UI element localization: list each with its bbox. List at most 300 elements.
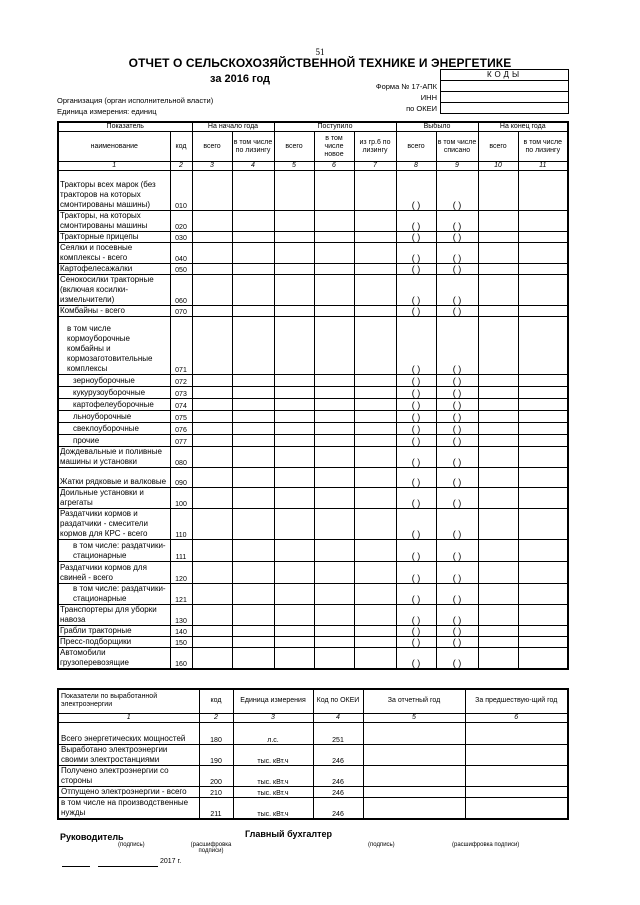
value-cell[interactable] bbox=[478, 626, 518, 637]
value-cell[interactable] bbox=[314, 584, 354, 605]
value-cell[interactable] bbox=[396, 562, 436, 584]
value-cell[interactable] bbox=[518, 488, 568, 509]
value-cell[interactable] bbox=[192, 488, 232, 509]
value-cell[interactable] bbox=[465, 744, 568, 765]
t2-h-unit: Единица измерения bbox=[233, 689, 313, 713]
value-cell[interactable] bbox=[314, 306, 354, 317]
paren-bracket: ( ) bbox=[452, 424, 462, 434]
value-cell[interactable] bbox=[314, 562, 354, 584]
value-cell[interactable] bbox=[518, 468, 568, 488]
value-cell[interactable] bbox=[354, 411, 396, 423]
value-cell[interactable] bbox=[232, 584, 274, 605]
value-cell[interactable] bbox=[274, 447, 314, 468]
value-cell[interactable] bbox=[478, 411, 518, 423]
value-cell[interactable] bbox=[396, 626, 436, 637]
value-cell[interactable] bbox=[396, 423, 436, 435]
value-cell[interactable] bbox=[314, 411, 354, 423]
value-cell[interactable] bbox=[314, 637, 354, 648]
value-cell[interactable] bbox=[192, 509, 232, 540]
value-cell[interactable] bbox=[192, 387, 232, 399]
value-cell[interactable] bbox=[354, 243, 396, 264]
value-cell[interactable] bbox=[363, 722, 465, 744]
value-cell[interactable] bbox=[354, 306, 396, 317]
value-cell[interactable] bbox=[396, 584, 436, 605]
value-cell[interactable] bbox=[354, 399, 396, 411]
value-cell[interactable] bbox=[192, 232, 232, 243]
value-cell[interactable] bbox=[314, 435, 354, 447]
page-number: 51 bbox=[315, 47, 325, 57]
value-cell[interactable] bbox=[314, 488, 354, 509]
value-cell[interactable] bbox=[396, 171, 436, 211]
value-cell[interactable] bbox=[518, 375, 568, 387]
value-cell[interactable] bbox=[478, 562, 518, 584]
value-cell[interactable] bbox=[436, 540, 478, 562]
value-cell[interactable] bbox=[192, 626, 232, 637]
row-name: Раздатчики кормов для свиней - всего bbox=[58, 562, 170, 584]
value-cell[interactable] bbox=[314, 387, 354, 399]
value-cell[interactable] bbox=[314, 447, 354, 468]
row-code: 110 bbox=[170, 509, 192, 540]
value-cell[interactable] bbox=[518, 411, 568, 423]
value-cell[interactable] bbox=[436, 637, 478, 648]
value-cell[interactable] bbox=[354, 447, 396, 468]
value-cell[interactable] bbox=[396, 317, 436, 375]
value-cell[interactable] bbox=[478, 423, 518, 435]
value-cell[interactable] bbox=[478, 317, 518, 375]
value-cell[interactable] bbox=[436, 468, 478, 488]
table-row bbox=[58, 468, 568, 488]
value-cell[interactable] bbox=[436, 423, 478, 435]
value-cell[interactable] bbox=[478, 275, 518, 306]
value-cell[interactable] bbox=[192, 243, 232, 264]
value-cell[interactable] bbox=[232, 399, 274, 411]
value-cell[interactable] bbox=[518, 387, 568, 399]
value-cell[interactable] bbox=[354, 317, 396, 375]
paren-bracket: ( ) bbox=[411, 573, 421, 583]
paren-bracket: ( ) bbox=[452, 306, 462, 316]
value-cell[interactable] bbox=[192, 317, 232, 375]
value-cell[interactable] bbox=[232, 264, 274, 275]
value-cell[interactable] bbox=[314, 375, 354, 387]
row-name: Получено электроэнергии со стороны bbox=[58, 765, 199, 786]
value-cell[interactable] bbox=[354, 232, 396, 243]
value-cell[interactable] bbox=[465, 797, 568, 819]
head-sign-caption: (подпись) bbox=[118, 842, 145, 848]
value-cell[interactable] bbox=[232, 605, 274, 626]
codes-header: КОДЫ bbox=[441, 70, 568, 81]
value-cell[interactable] bbox=[478, 648, 518, 670]
value-cell[interactable] bbox=[354, 637, 396, 648]
value-cell[interactable] bbox=[518, 264, 568, 275]
machinery-table bbox=[57, 121, 569, 670]
value-cell[interactable] bbox=[274, 264, 314, 275]
row-name: Сеялки и посевные комплексы - всего bbox=[58, 243, 170, 264]
value-cell[interactable] bbox=[232, 171, 274, 211]
row-okei: 251 bbox=[313, 722, 363, 744]
value-cell[interactable] bbox=[232, 447, 274, 468]
value-cell[interactable] bbox=[396, 211, 436, 232]
value-cell[interactable] bbox=[518, 637, 568, 648]
value-cell[interactable] bbox=[314, 399, 354, 411]
value-cell[interactable] bbox=[192, 211, 232, 232]
t2-colnum: 6 bbox=[465, 713, 568, 722]
value-cell[interactable] bbox=[192, 562, 232, 584]
value-cell[interactable] bbox=[518, 447, 568, 468]
table-row bbox=[58, 399, 568, 411]
value-cell[interactable] bbox=[354, 264, 396, 275]
table-row bbox=[58, 797, 568, 819]
value-cell[interactable] bbox=[314, 540, 354, 562]
value-cell[interactable] bbox=[478, 447, 518, 468]
value-cell[interactable] bbox=[354, 540, 396, 562]
value-cell[interactable] bbox=[436, 584, 478, 605]
unit-label: Единица измерения: единиц bbox=[57, 107, 157, 116]
value-cell[interactable] bbox=[478, 540, 518, 562]
paren-bracket: ( ) bbox=[411, 457, 421, 467]
value-cell[interactable] bbox=[478, 243, 518, 264]
value-cell[interactable] bbox=[396, 468, 436, 488]
value-cell[interactable] bbox=[192, 264, 232, 275]
value-cell[interactable] bbox=[232, 306, 274, 317]
row-unit: л.с. bbox=[233, 722, 313, 744]
value-cell[interactable] bbox=[478, 306, 518, 317]
value-cell[interactable] bbox=[274, 488, 314, 509]
value-cell[interactable] bbox=[274, 509, 314, 540]
value-cell[interactable] bbox=[232, 626, 274, 637]
value-cell[interactable] bbox=[232, 317, 274, 375]
value-cell[interactable] bbox=[314, 626, 354, 637]
value-cell[interactable] bbox=[232, 435, 274, 447]
value-cell[interactable] bbox=[192, 375, 232, 387]
value-cell[interactable] bbox=[274, 423, 314, 435]
value-cell[interactable] bbox=[232, 387, 274, 399]
h-total-end: всего bbox=[478, 132, 518, 162]
value-cell[interactable] bbox=[396, 605, 436, 626]
value-cell[interactable] bbox=[396, 387, 436, 399]
value-cell[interactable] bbox=[396, 375, 436, 387]
value-cell[interactable] bbox=[436, 435, 478, 447]
value-cell[interactable] bbox=[314, 211, 354, 232]
value-cell[interactable] bbox=[478, 605, 518, 626]
value-cell[interactable] bbox=[478, 264, 518, 275]
value-cell[interactable] bbox=[478, 637, 518, 648]
value-cell[interactable] bbox=[436, 509, 478, 540]
value-cell[interactable] bbox=[478, 488, 518, 509]
table-row bbox=[58, 375, 568, 387]
value-cell[interactable] bbox=[436, 243, 478, 264]
value-cell[interactable] bbox=[192, 447, 232, 468]
value-cell[interactable] bbox=[396, 435, 436, 447]
value-cell[interactable] bbox=[478, 399, 518, 411]
value-cell[interactable] bbox=[354, 468, 396, 488]
paren-bracket: ( ) bbox=[452, 457, 462, 467]
value-cell[interactable] bbox=[363, 765, 465, 786]
table-row bbox=[58, 435, 568, 447]
value-cell[interactable] bbox=[192, 637, 232, 648]
value-cell[interactable] bbox=[396, 447, 436, 468]
value-cell[interactable] bbox=[436, 387, 478, 399]
table-row bbox=[58, 211, 568, 232]
row-code: 100 bbox=[170, 488, 192, 509]
row-code: 150 bbox=[170, 637, 192, 648]
value-cell[interactable] bbox=[436, 264, 478, 275]
paren-bracket: ( ) bbox=[452, 594, 462, 604]
value-cell[interactable] bbox=[314, 648, 354, 670]
value-cell[interactable] bbox=[314, 468, 354, 488]
value-cell[interactable] bbox=[274, 275, 314, 306]
value-cell[interactable] bbox=[232, 211, 274, 232]
value-cell[interactable] bbox=[478, 211, 518, 232]
value-cell[interactable] bbox=[518, 584, 568, 605]
value-cell[interactable] bbox=[232, 509, 274, 540]
inn-code-cell[interactable] bbox=[441, 92, 568, 103]
value-cell[interactable] bbox=[274, 605, 314, 626]
table-row bbox=[58, 243, 568, 264]
value-cell[interactable] bbox=[314, 317, 354, 375]
h-name: наименование bbox=[58, 132, 170, 162]
value-cell[interactable] bbox=[436, 232, 478, 243]
value-cell[interactable] bbox=[232, 637, 274, 648]
value-cell[interactable] bbox=[274, 411, 314, 423]
paren-bracket: ( ) bbox=[452, 221, 462, 231]
paren-bracket: ( ) bbox=[411, 200, 421, 210]
value-cell[interactable] bbox=[396, 488, 436, 509]
value-cell[interactable] bbox=[354, 387, 396, 399]
h-retired: Выбыло bbox=[396, 122, 478, 132]
row-code: 077 bbox=[170, 435, 192, 447]
value-cell[interactable] bbox=[396, 306, 436, 317]
value-cell[interactable] bbox=[232, 562, 274, 584]
h-indicator: Показатель bbox=[58, 122, 192, 132]
value-cell[interactable] bbox=[518, 211, 568, 232]
value-cell[interactable] bbox=[436, 317, 478, 375]
row-code: 050 bbox=[170, 264, 192, 275]
value-cell[interactable] bbox=[396, 232, 436, 243]
value-cell[interactable] bbox=[478, 435, 518, 447]
h-total-start: всего bbox=[192, 132, 232, 162]
paren-bracket: ( ) bbox=[411, 264, 421, 274]
value-cell[interactable] bbox=[274, 243, 314, 264]
value-cell[interactable] bbox=[192, 540, 232, 562]
value-cell[interactable] bbox=[274, 399, 314, 411]
value-cell[interactable] bbox=[274, 637, 314, 648]
paren-bracket: ( ) bbox=[411, 400, 421, 410]
value-cell[interactable] bbox=[436, 375, 478, 387]
value-cell[interactable] bbox=[274, 171, 314, 211]
value-cell[interactable] bbox=[232, 648, 274, 670]
value-cell[interactable] bbox=[274, 375, 314, 387]
value-cell[interactable] bbox=[478, 468, 518, 488]
value-cell[interactable] bbox=[465, 786, 568, 797]
t2-h-okei: Код по ОКЕИ bbox=[313, 689, 363, 713]
paren-bracket: ( ) bbox=[452, 388, 462, 398]
value-cell[interactable] bbox=[314, 232, 354, 243]
value-cell[interactable] bbox=[436, 306, 478, 317]
value-cell[interactable] bbox=[363, 744, 465, 765]
value-cell[interactable] bbox=[192, 435, 232, 447]
value-cell[interactable] bbox=[436, 399, 478, 411]
value-cell[interactable] bbox=[478, 584, 518, 605]
value-cell[interactable] bbox=[396, 399, 436, 411]
value-cell[interactable] bbox=[232, 243, 274, 264]
value-cell[interactable] bbox=[518, 540, 568, 562]
value-cell[interactable] bbox=[274, 648, 314, 670]
paren-bracket: ( ) bbox=[411, 253, 421, 263]
value-cell[interactable] bbox=[518, 275, 568, 306]
value-cell[interactable] bbox=[363, 786, 465, 797]
value-cell[interactable] bbox=[314, 275, 354, 306]
value-cell[interactable] bbox=[314, 243, 354, 264]
value-cell[interactable] bbox=[354, 275, 396, 306]
value-cell[interactable] bbox=[354, 211, 396, 232]
value-cell[interactable] bbox=[232, 411, 274, 423]
value-cell[interactable] bbox=[436, 562, 478, 584]
value-cell[interactable] bbox=[314, 171, 354, 211]
value-cell[interactable] bbox=[396, 509, 436, 540]
colnum: 1 bbox=[58, 162, 170, 171]
value-cell[interactable] bbox=[274, 468, 314, 488]
value-cell[interactable] bbox=[354, 375, 396, 387]
colnum: 6 bbox=[314, 162, 354, 171]
okei-code-cell[interactable] bbox=[441, 103, 568, 113]
form-code-cell[interactable] bbox=[441, 81, 568, 92]
value-cell[interactable] bbox=[232, 232, 274, 243]
value-cell[interactable] bbox=[274, 306, 314, 317]
row-name: льноуборочные bbox=[58, 411, 170, 423]
h-code: код bbox=[170, 132, 192, 162]
h-from6-leasing: из гр.6 по лизингу bbox=[354, 132, 396, 162]
value-cell[interactable] bbox=[314, 264, 354, 275]
value-cell[interactable] bbox=[274, 540, 314, 562]
value-cell[interactable] bbox=[396, 411, 436, 423]
value-cell[interactable] bbox=[436, 411, 478, 423]
paren-bracket: ( ) bbox=[411, 424, 421, 434]
value-cell[interactable] bbox=[192, 411, 232, 423]
value-cell[interactable] bbox=[518, 423, 568, 435]
value-cell[interactable] bbox=[232, 375, 274, 387]
value-cell[interactable] bbox=[518, 626, 568, 637]
value-cell[interactable] bbox=[274, 232, 314, 243]
value-cell[interactable] bbox=[354, 509, 396, 540]
value-cell[interactable] bbox=[436, 447, 478, 468]
value-cell[interactable] bbox=[354, 423, 396, 435]
paren-bracket: ( ) bbox=[411, 306, 421, 316]
value-cell[interactable] bbox=[192, 584, 232, 605]
value-cell[interactable] bbox=[274, 317, 314, 375]
value-cell[interactable] bbox=[192, 399, 232, 411]
value-cell[interactable] bbox=[354, 605, 396, 626]
paren-bracket: ( ) bbox=[411, 436, 421, 446]
value-cell[interactable] bbox=[192, 275, 232, 306]
value-cell[interactable] bbox=[436, 211, 478, 232]
value-cell[interactable] bbox=[518, 306, 568, 317]
value-cell[interactable] bbox=[354, 584, 396, 605]
head-label: Руководитель bbox=[60, 832, 124, 842]
value-cell[interactable] bbox=[518, 243, 568, 264]
value-cell[interactable] bbox=[314, 509, 354, 540]
value-cell[interactable] bbox=[232, 275, 274, 306]
value-cell[interactable] bbox=[274, 211, 314, 232]
value-cell[interactable] bbox=[518, 317, 568, 375]
table-row bbox=[58, 744, 568, 765]
row-name: Доильные установки и агрегаты bbox=[58, 488, 170, 509]
value-cell[interactable] bbox=[192, 468, 232, 488]
row-name: в том числе кормоуборочные комбайны и кормозаготовительные комплексы bbox=[58, 317, 170, 375]
row-code: 030 bbox=[170, 232, 192, 243]
value-cell[interactable] bbox=[518, 562, 568, 584]
value-cell[interactable] bbox=[436, 275, 478, 306]
value-cell[interactable] bbox=[274, 626, 314, 637]
value-cell[interactable] bbox=[354, 562, 396, 584]
value-cell[interactable] bbox=[192, 306, 232, 317]
value-cell[interactable] bbox=[274, 435, 314, 447]
value-cell[interactable] bbox=[232, 540, 274, 562]
value-cell[interactable] bbox=[192, 648, 232, 670]
value-cell[interactable] bbox=[354, 488, 396, 509]
value-cell[interactable] bbox=[354, 626, 396, 637]
value-cell[interactable] bbox=[478, 232, 518, 243]
row-unit: тыс. кВт.ч bbox=[233, 765, 313, 786]
value-cell[interactable] bbox=[274, 387, 314, 399]
value-cell[interactable] bbox=[396, 648, 436, 670]
value-cell[interactable] bbox=[396, 243, 436, 264]
value-cell[interactable] bbox=[354, 171, 396, 211]
value-cell[interactable] bbox=[274, 562, 314, 584]
value-cell[interactable] bbox=[314, 605, 354, 626]
value-cell[interactable] bbox=[518, 232, 568, 243]
value-cell[interactable] bbox=[436, 626, 478, 637]
h-leasing-start: в том числе по лизингу bbox=[232, 132, 274, 162]
value-cell[interactable] bbox=[518, 399, 568, 411]
value-cell[interactable] bbox=[478, 387, 518, 399]
value-cell[interactable] bbox=[436, 488, 478, 509]
value-cell[interactable] bbox=[465, 765, 568, 786]
value-cell[interactable] bbox=[518, 605, 568, 626]
value-cell[interactable] bbox=[436, 171, 478, 211]
value-cell[interactable] bbox=[354, 435, 396, 447]
value-cell[interactable] bbox=[274, 584, 314, 605]
value-cell[interactable] bbox=[363, 797, 465, 819]
value-cell[interactable] bbox=[396, 275, 436, 306]
value-cell[interactable] bbox=[396, 540, 436, 562]
value-cell[interactable] bbox=[478, 375, 518, 387]
value-cell[interactable] bbox=[232, 468, 274, 488]
value-cell[interactable] bbox=[232, 488, 274, 509]
value-cell[interactable] bbox=[396, 637, 436, 648]
value-cell[interactable] bbox=[232, 423, 274, 435]
value-cell[interactable] bbox=[518, 435, 568, 447]
value-cell[interactable] bbox=[192, 171, 232, 211]
value-cell[interactable] bbox=[518, 509, 568, 540]
value-cell[interactable] bbox=[518, 171, 568, 211]
value-cell[interactable] bbox=[192, 423, 232, 435]
value-cell[interactable] bbox=[354, 648, 396, 670]
row-okei: 246 bbox=[313, 744, 363, 765]
value-cell[interactable] bbox=[314, 423, 354, 435]
date-day-line[interactable] bbox=[62, 866, 90, 867]
value-cell[interactable] bbox=[396, 264, 436, 275]
value-cell[interactable] bbox=[465, 722, 568, 744]
value-cell[interactable] bbox=[436, 605, 478, 626]
date-month-line[interactable] bbox=[98, 866, 158, 867]
value-cell[interactable] bbox=[192, 605, 232, 626]
value-cell[interactable] bbox=[518, 648, 568, 670]
value-cell[interactable] bbox=[436, 648, 478, 670]
row-code: 060 bbox=[170, 275, 192, 306]
value-cell[interactable] bbox=[478, 509, 518, 540]
value-cell[interactable] bbox=[478, 171, 518, 211]
table-row bbox=[58, 509, 568, 540]
